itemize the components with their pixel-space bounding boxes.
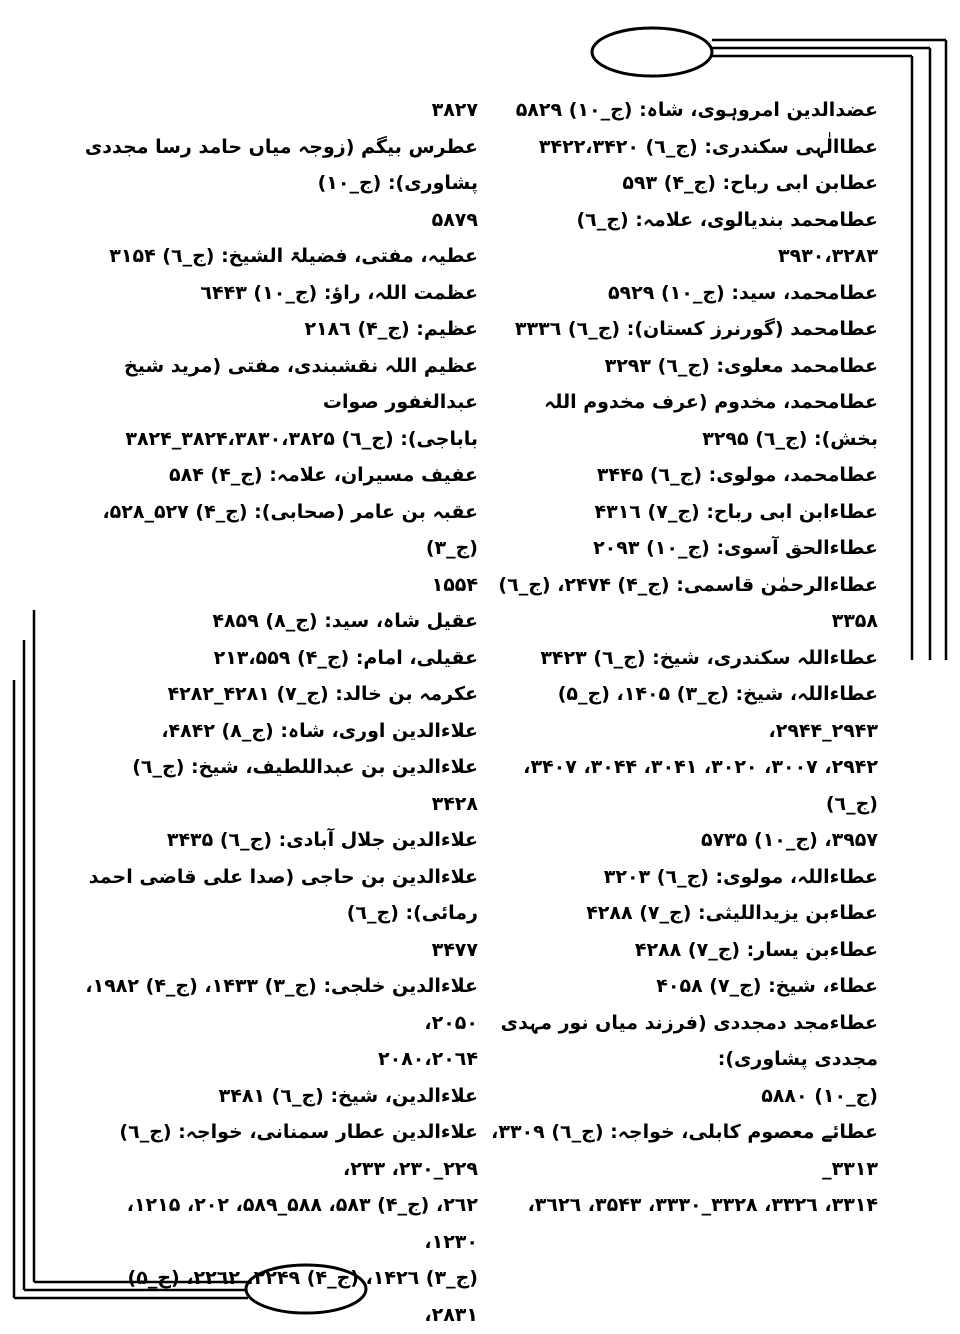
index-entry: علاءالدین خلجی: (ج_۳) ۱۴۳۳، (ج_۴) ۱۹۸۲، ۲۰۵۰، [85,975,478,1034]
index-entry-continuation: (ج_۳) ۱۴۲٦، (ج_۴) ۲۲۴۹، ۲۲٦۲، (ج_۵) ۲۸۳۱، [127,1267,478,1326]
index-entry: عطاءمجد دمجددی (فرزند میاں نور مہدی مجددی پشاوری): [500,1011,878,1070]
top-ornament-oval [592,28,712,76]
index-entry: عطامحمد بندیالوی، علامہ: (ج_٦) ۳۹۳۰،۳۲۸۳ [576,208,878,267]
index-entry: عطامحمد، سید: (ج_۱۰) ۵۹۲۹ [607,281,878,304]
index-entry: عقبہ بن عامر (صحابی): (ج_۴) ۵۲۷_۵۲۸، (ج_۳) [102,500,478,559]
index-entry: عطاءبن یسار: (ج_۷) ۴۲۸۸ [634,938,878,961]
index-entry-continuation: ۲٦۲، (ج_۴) ۵۸۳، ۵۸۸_۵۸۹، ۲۰۲، ۱۲۱۵، ۱۲۳۰، [126,1194,478,1253]
index-column-left [80,92,478,1333]
index-entry: عطاءاللہ سکندری، شیخ: (ج_٦) ۳۴۲۳ [540,646,878,669]
index-entry-continuation: ۱۵۵۴ [431,573,478,596]
index-entry: عطامحمد، مولوی: (ج_٦) ۳۴۴۵ [596,464,878,486]
index-entry: علاءالدین اوری، شاہ: (ج_۸) ۴۸۴۲، [161,719,478,742]
index-entry: علاءالدین عطار سمنانی، خواجہ: (ج_٦) ۲۲۹_۲۳۰، ۲۳۳، [119,1121,478,1180]
index-entry: عطاءابن ابی رباح: (ج_۷) ۴۳۱٦ [594,500,878,523]
index-entry: عفیف مسیران، علامہ: (ج_۴) ۵۸۴ [169,464,478,486]
index-entry: عظیم اللہ نقشبندی، مفتی (مرید شیخ عبدالغفور صوات [124,354,478,413]
index-entry: عطرس بیگم (زوجہ میاں حامد رسا مجددی پشاوری): (ج_۱۰) [84,135,478,194]
index-entry: عطاالٰہی سکندری: (ج_٦) ۳۴۲۲،۳۴۲۰ [538,135,878,158]
index-entry-continuation: ۳۹۵۷، (ج_۱۰) ۵۷۳۵ [700,829,878,851]
index-entry: عقیل شاہ، سید: (ج_۸) ۴۸۵۹ [212,610,478,632]
index-entry: عطامحمد، مخدوم (عرف مخدوم اللہ بخش): (ج_٦) ۳۲۹۵ [544,391,878,450]
index-entry: عطاءاللہ، مولوی: (ج_٦) ۳۲۰۳ [603,865,878,888]
index-entry-continuation: ۵۸۷۹ [431,208,478,231]
index-entry: عطاء، شیخ: (ج_۷) ۴۰۵۸ [656,975,878,997]
index-entry: عکرمہ بن خالد: (ج_۷) ۴۲۸۱_۴۲۸۲ [167,683,478,705]
index-entry: عطابن ابی رباح: (ج_۴) ۵۹۳ [622,172,878,194]
index-entry: عطاءاللہ، شیخ: (ج_۳) ۱۴۰۵، (ج_۵) ۲۹۴۳_۲۹۴۴، [557,683,878,742]
index-entry-continuation: ۳۴۷۷ [431,938,478,961]
index-entry-continuation: ۳۳۱۴، ۳۳۲٦، ۳۳۲۸_۳۳۳۰، ۳۵۴۳، ۳٦۲٦، [527,1194,878,1216]
index-entry: عضدالدین امروہوی، شاہ: (ج_۱۰) ۵۸۲۹ [515,99,878,121]
index-entry: عظیم: (ج_۴) ۲۱۸٦ [304,318,478,340]
index-entry: علاءالدین، شیخ: (ج_٦) ۳۴۸۱ [218,1084,478,1107]
index-entry: عطاءالحق آسوی: (ج_۱۰) ۲۰۹۳ [593,537,878,559]
index-entry: عطائے معصوم کابلی، خواجہ: (ج_٦) ۳۳۰۹، ۳۳۱۳_ [491,1121,878,1180]
index-entry: عطیہ، مفتی، فضیلۃ الشیخ: (ج_٦) ۳۱۵۴ [109,245,478,267]
index-entry: عطامحمد معلوی: (ج_٦) ۳۲۹۳ [604,354,878,377]
index-entry: علاءالدین جلال آبادی: (ج_٦) ۳۴۳۵ [166,829,478,851]
index-entry: عطاءالرحمٰن قاسمی: (ج_۴) ۲۴۷۴، (ج_٦) ۳۳۵۸ [498,573,878,632]
index-entry-continuation: باباجی): (ج_٦) ۳۸۲۴،۳۸۳۰،۳۸۲۵_۳۸۲۴ [125,427,478,450]
index-entry-continuation: ۲۰۸۰،۲۰٦۴ [378,1048,478,1070]
index-entry-continuation: ۳۸۲۷ [431,99,478,121]
index-entry: عقیلی، امام: (ج_۴) ۲۱۳،۵۵۹ [213,646,478,669]
index-entry: عطاءبن یزیداللیثی: (ج_۷) ۴۲۸۸ [586,902,878,924]
index-entry: علاءالدین بن عبداللطیف، شیخ: (ج_٦) ۳۴۲۸ [132,756,478,815]
index-entry: عظمت اللہ، راؤ: (ج_۱۰) ٦۴۴۳ [200,281,478,304]
index-entry-continuation: (ج_۱۰) ۵۸۸۰ [761,1084,878,1107]
index-entry-continuation: ۲۹۴۲، ۳۰۰۷، ۳۰۲۰، ۳۰۴۱، ۳۰۴۴، ۳۴۰۷، (ج_٦) [523,756,878,815]
index-column-right [490,92,878,1224]
index-entry: علاءالدین بن حاجی (صدا علی قاضی احمد رمائی): (ج_٦) [88,865,478,924]
index-entry: عطامحمد (گورنرز کستان): (ج_٦) ۳۳۳٦ [514,318,878,340]
